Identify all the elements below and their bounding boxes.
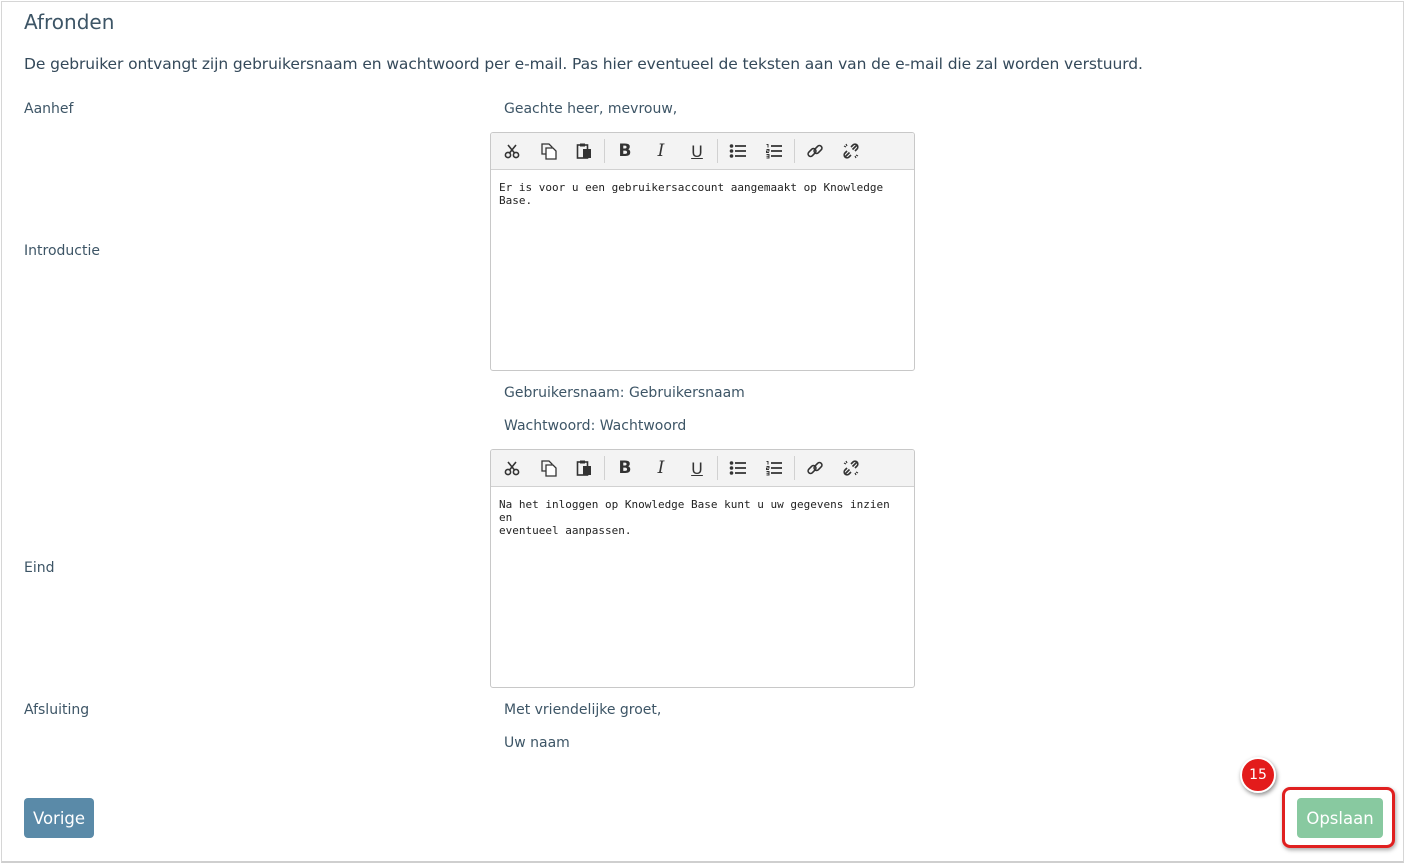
toolbar-separator xyxy=(717,456,718,480)
introductie-editor-content[interactable]: Er is voor u een gebruikersaccount aangemaakt op Knowledge Base. xyxy=(499,181,890,207)
paste-icon[interactable] xyxy=(566,453,602,483)
unlink-icon[interactable] xyxy=(833,453,869,483)
page-title: Afronden xyxy=(24,10,115,34)
wizard-panel xyxy=(1,1,1404,863)
underline-icon[interactable]: U xyxy=(691,458,703,478)
bold-icon[interactable]: B xyxy=(618,458,632,478)
toolbar-separator xyxy=(717,139,718,163)
toolbar-separator xyxy=(794,456,795,480)
editor-toolbar xyxy=(491,133,914,170)
eind-editor[interactable] xyxy=(490,449,915,688)
eind-label: Eind xyxy=(24,560,55,576)
editor-toolbar xyxy=(491,450,914,487)
copy-icon[interactable] xyxy=(530,136,566,166)
prev-button[interactable]: Vorige xyxy=(24,798,94,838)
bold-icon[interactable]: B xyxy=(618,141,632,161)
introductie-label: Introductie xyxy=(24,243,100,259)
afsluiting-line1: Met vriendelijke groet, xyxy=(504,702,662,718)
gebruikersnaam-text: Gebruikersnaam: Gebruikersnaam xyxy=(504,385,745,401)
numbered-list-icon[interactable] xyxy=(756,136,792,166)
eind-editor-content[interactable]: Na het inloggen op Knowledge Base kunt u uw gegevens inzien en eventueel aanpassen. xyxy=(499,498,890,537)
afsluiting-label: Afsluiting xyxy=(24,702,90,718)
step-number-badge: 15 xyxy=(1240,757,1276,793)
italic-icon[interactable]: I xyxy=(657,458,665,478)
toolbar-separator xyxy=(794,139,795,163)
underline-icon[interactable]: U xyxy=(691,141,703,161)
bullet-list-icon[interactable] xyxy=(720,136,756,166)
copy-icon[interactable] xyxy=(530,453,566,483)
wachtwoord-text: Wachtwoord: Wachtwoord xyxy=(504,418,687,434)
toolbar-separator xyxy=(604,139,605,163)
scissors-icon[interactable] xyxy=(494,453,530,483)
link-icon[interactable] xyxy=(797,453,833,483)
scissors-icon[interactable] xyxy=(494,136,530,166)
introductie-editor[interactable] xyxy=(490,132,915,371)
aanhef-value: Geachte heer, mevrouw, xyxy=(504,101,678,117)
link-icon[interactable] xyxy=(797,136,833,166)
afsluiting-line2: Uw naam xyxy=(504,735,570,751)
numbered-list-icon[interactable] xyxy=(756,453,792,483)
toolbar-separator xyxy=(604,456,605,480)
aanhef-label: Aanhef xyxy=(24,101,74,117)
paste-icon[interactable] xyxy=(566,136,602,166)
page-intro: De gebruiker ontvangt zijn gebruikersnaam en wachtwoord per e-mail. Pas hier eventueel de teksten aan van de e-mail die zal worden verstuurd. xyxy=(24,55,1143,73)
bullet-list-icon[interactable] xyxy=(720,453,756,483)
unlink-icon[interactable] xyxy=(833,136,869,166)
save-button[interactable]: Opslaan xyxy=(1297,798,1383,838)
italic-icon[interactable]: I xyxy=(657,141,665,161)
